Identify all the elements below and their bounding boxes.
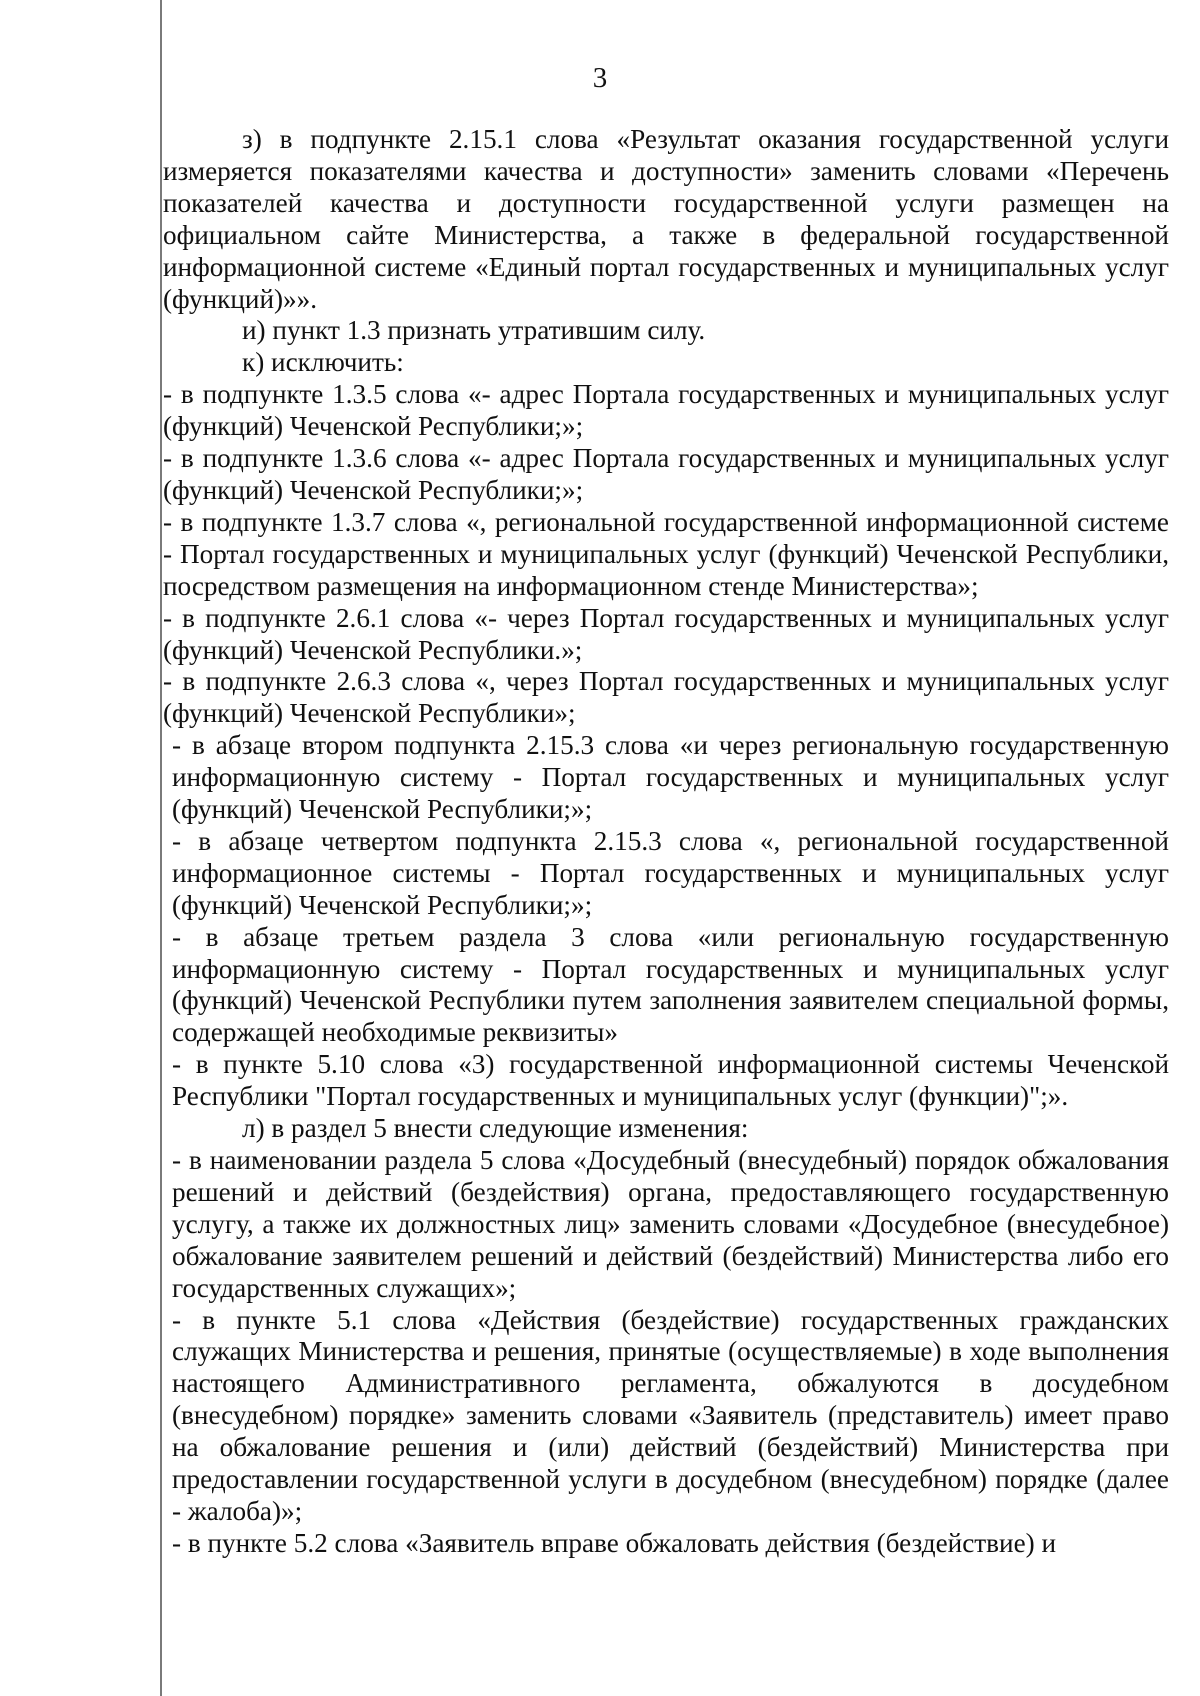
list-item-5-1: - в пункте 5.1 слова «Действия (бездействие) государственных гражданских служащих Министерства и решения, принятые (осуществляемые) в ходе выполнения настоящего Административного регламента, обжалуются в досудебном (внесудебном) порядке» заменить словами «Заявитель (представитель) имеет право на обжалование решения и (или) действий (бездействий) Министерства при предоставлении государственной услуги в досудебном (внесудебном) порядке (далее - жалоба)»; xyxy=(172,1304,1169,1526)
list-item-section-3: - в абзаце третьем раздела 3 слова «или региональную государственную информационную систему - Портал государственных и муниципальных услуг (функций) Чеченской Республики путем заполнения заявителем специальной формы, содержащей необходимые реквизиты» xyxy=(172,921,1169,1048)
list-item-5-10: - в пункте 5.10 слова «3) государственной информационной системы Чеченской Республики "Портал государственных и муниципальных услуг (функции)";». xyxy=(172,1049,1169,1112)
list-item-5-2: - в пункте 5.2 слова «Заявитель вправе обжаловать действия (бездействие) и xyxy=(172,1527,1057,1558)
list-item-2-6-1: - в подпункте 2.6.1 слова «- через Портал государственных и муниципальных услуг (функций) Чеченской Республики.»; xyxy=(163,602,1169,665)
paragraph-k: к) исключить: xyxy=(242,347,404,378)
list-item-1-3-7: - в подпункте 1.3.7 слова «, региональной государственной информационной системе - Портал государственных и муниципальных услуг (функций) Чеченской Республики, посредством размещения на информационном стенде Министерства»; xyxy=(163,506,1169,601)
page-number: 3 xyxy=(592,62,608,94)
list-item-1-3-5: - в подпункте 1.3.5 слова «- адрес Портала государственных и муниципальных услуг (функций) Чеченской Республики;»; xyxy=(163,379,1169,442)
list-item-2-6-3: - в подпункте 2.6.3 слова «, через Портал государственных и муниципальных услуг (функций) Чеченской Республики»; xyxy=(163,666,1169,729)
list-item-2-15-3-second: - в абзаце втором подпункта 2.15.3 слова «и через региональную государственную информационную систему - Портал государственных и муниципальных услуг (функций) Чеченской Республики;»; xyxy=(172,730,1169,825)
paragraph-l: л) в раздел 5 внести следующие изменения: xyxy=(242,1113,749,1144)
list-item-1-3-6: - в подпункте 1.3.6 слова «- адрес Портала государственных и муниципальных услуг (функций) Чеченской Республики;»; xyxy=(163,443,1169,505)
list-item-section-5-title: - в наименовании раздела 5 слова «Досудебный (внесудебный) порядок обжалования решений и действий (бездействия) органа, предоставляющего государственную услугу, а также их должностных лиц» заменить словами «Досудебное (внесудебное) обжалование заявителем решений и действий (бездействий) Министерства либо его государственных служащих»; xyxy=(172,1145,1169,1303)
paragraph-z: з) в подпункте 2.15.1 слова «Результат оказания государственной услуги измеряется показателями качества и доступности» заменить словами «Перечень показателей качества и доступности государственной услуги размещен на официальном сайте Министерства, а также в федеральной государственной информационной системе «Единый портал государственных и муниципальных услуг (функций)»». xyxy=(163,124,1169,314)
margin-line xyxy=(160,0,162,1696)
document-body xyxy=(163,124,1169,1560)
paragraph-i: и) пункт 1.3 признать утратившим силу. xyxy=(242,315,706,346)
list-item-2-15-3-fourth: - в абзаце четвертом подпункта 2.15.3 слова «, региональной государственной информационное системы - Портал государственных и муниципальных услуг (функций) Чеченской Республики;»; xyxy=(172,825,1169,920)
